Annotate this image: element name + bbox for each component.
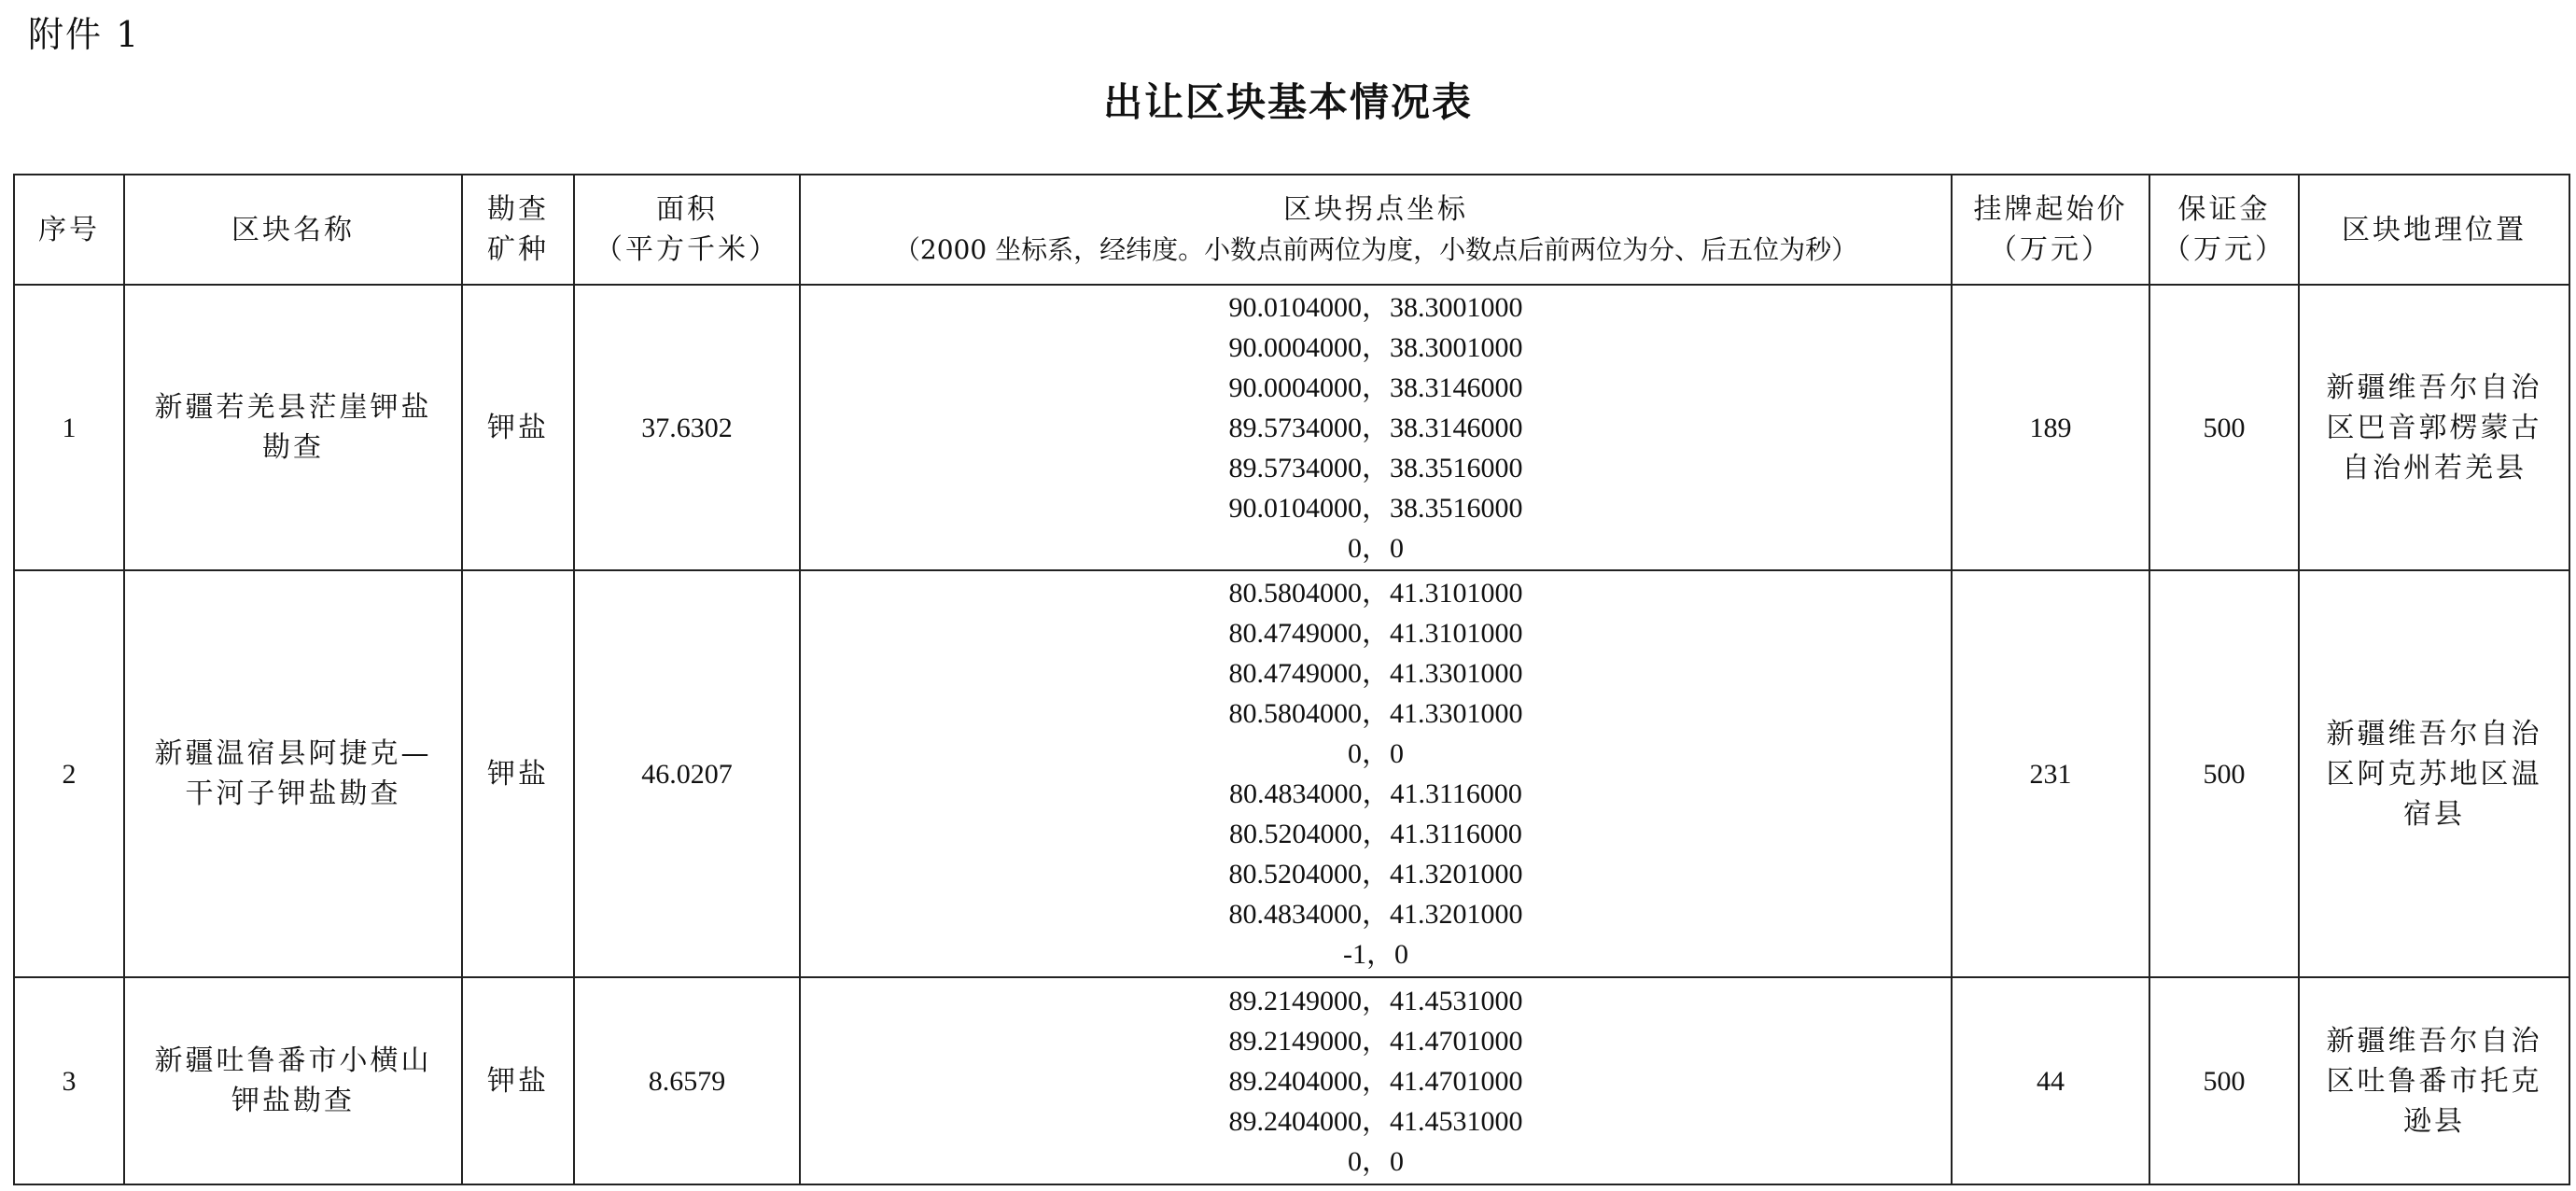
cell-location-text: 新疆维吾尔自治 [2326,371,2542,404]
cell-deposit [2149,285,2299,570]
cell-coordinates-text: 80.4749000，41.3101000 [1228,618,1523,649]
cell-location-text: 区巴音郭楞蒙古 [2326,411,2542,444]
cell-start-price [1952,977,2149,1184]
cell-start-price-text: 189 [2029,412,2072,443]
header-no: 序号 [14,175,124,285]
cell-coordinates-text: 90.0004000，38.3001000 [1228,331,1523,363]
cell-deposit-text: 500 [2203,758,2246,790]
cell-mineral [462,570,574,977]
cell-location-text: 自治州若羌县 [2342,451,2527,484]
cell-start-price-text: 44 [2037,1065,2065,1097]
cell-location [2299,285,2569,570]
cell-mineral [462,977,574,1184]
cell-block-name [124,285,462,570]
cell-start-price-text: 231 [2029,758,2072,790]
cell-coordinates-text: 80.5204000，41.3201000 [1228,859,1523,890]
cell-block-name-text: 新疆吐鲁番市小横山 [154,1044,432,1077]
cell-mineral-text: 钾盐 [487,411,549,444]
header-price: 挂牌起始价 （万元） [1952,175,2149,285]
cell-coordinates-text: -1，0 [1343,939,1408,970]
cell-deposit-text: 500 [2203,1065,2246,1097]
cell-coordinates-text: 0，0 [1348,532,1404,564]
cell-coordinates-text: 89.2404000，41.4531000 [1228,1105,1523,1137]
cell-area [574,285,800,570]
cell-block-name-text: 干河子钾盐勘查 [185,778,401,810]
cell-coordinates-text: 89.2149000，41.4701000 [1228,1025,1523,1057]
cell-location [2299,977,2569,1184]
cell-coordinates-text: 80.4834000，41.3201000 [1228,899,1523,930]
cell-block-name-text: 勘查 [262,431,324,464]
cell-mineral-text: 钾盐 [487,757,549,791]
cell-location [2299,570,2569,977]
table-row [14,977,2569,1184]
cell-coordinates-text: 0，0 [1348,738,1404,769]
cell-deposit-text: 500 [2203,412,2246,443]
cell-area [574,570,800,977]
header-deposit: 保证金 （万元） [2149,175,2299,285]
cell-location-text: 新疆维吾尔自治 [2326,1024,2542,1058]
header-name: 区块名称 [124,175,462,285]
cell-no [14,285,124,570]
cell-coordinates-text: 80.5804000，41.3301000 [1228,698,1523,729]
cell-coordinates-text: 90.0104000，38.3001000 [1228,291,1523,323]
cell-block-name-text: 新疆若羌县茫崖钾盐 [154,391,432,424]
cell-deposit [2149,570,2299,977]
cell-block-name-text: 钾盐勘查 [231,1085,355,1117]
cell-block-name [124,977,462,1184]
page-title: 出让区块基本情况表 [1102,79,1473,125]
cell-mineral-text: 钾盐 [487,1064,549,1098]
table-row [14,570,2569,977]
cell-no-text: 1 [62,412,77,443]
cell-coordinates-text: 89.5734000，38.3516000 [1228,452,1523,483]
cell-coordinates [800,977,1952,1184]
header-coords: 区块拐点坐标 （2000 坐标系，经纬度。小数点前两位为度，小数点后前两位为分、后五位为秒） [800,175,1952,285]
header-row [14,175,2569,285]
cell-no [14,570,124,977]
cell-location-text: 宿县 [2403,797,2465,831]
block-info-table [13,174,2570,1185]
cell-no-text: 2 [62,758,77,790]
cell-mineral [462,285,574,570]
table-row [14,285,2569,570]
cell-area-text: 8.6579 [648,1065,726,1097]
cell-start-price [1952,570,2149,977]
cell-coordinates [800,570,1952,977]
cell-coordinates-text: 80.5804000，41.3101000 [1228,578,1523,609]
cell-location-text: 新疆维吾尔自治 [2326,717,2542,750]
cell-coordinates-text: 0，0 [1348,1145,1404,1177]
cell-location-text: 区吐鲁番市托克 [2326,1064,2542,1098]
cell-area [574,977,800,1184]
header-location: 区块地理位置 [2299,175,2569,285]
cell-deposit [2149,977,2299,1184]
cell-coordinates-text: 80.4834000，41.3116000 [1229,778,1522,809]
cell-coordinates [800,285,1952,570]
cell-coordinates-text: 90.0104000，38.3516000 [1228,492,1523,524]
attachment-label: 附件 1 [28,14,141,55]
cell-block-name-text: 新疆温宿县阿捷克— [154,737,432,770]
cell-location-text: 区阿克苏地区温 [2326,757,2542,791]
cell-coordinates-text: 80.5204000，41.3116000 [1229,819,1522,849]
cell-area-text: 46.0207 [641,758,733,790]
cell-coordinates-text: 80.4749000，41.3301000 [1228,658,1523,689]
cell-coordinates-text: 89.2149000，41.4531000 [1228,985,1523,1016]
cell-block-name [124,570,462,977]
cell-coordinates-text: 89.2404000，41.4701000 [1228,1065,1523,1097]
header-area: 面积 （平方千米） [574,175,800,285]
cell-coordinates-text: 90.0004000，38.3146000 [1228,371,1523,403]
cell-coordinates-text: 89.5734000，38.3146000 [1228,412,1523,443]
cell-no [14,977,124,1184]
cell-start-price [1952,285,2149,570]
cell-no-text: 3 [62,1065,77,1097]
header-mineral: 勘查 矿种 [462,175,574,285]
cell-location-text: 逊县 [2403,1104,2465,1138]
cell-area-text: 37.6302 [641,412,733,443]
